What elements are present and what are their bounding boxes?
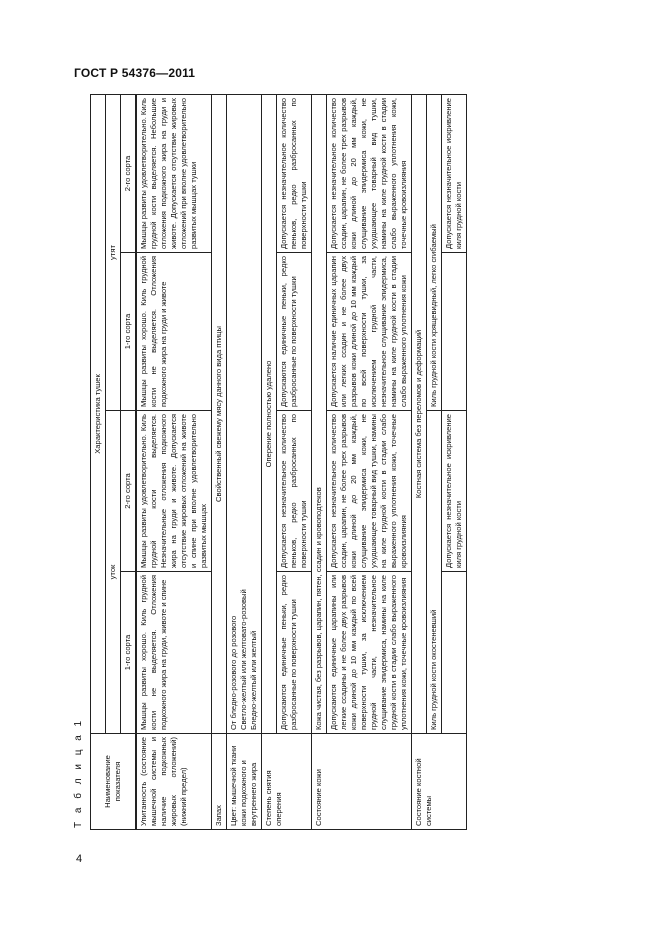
row-feather: [277, 95, 312, 830]
skin-duckling-grade2: Допускается незначительное количество ссадин, царапин, не более трех разрывов кожи длиной до 20 мм каждый, слущивание эпидермиса кожи, не ухудшающее товарный вид тушки, намины на киле грудной кости в стадии слабо выраженного уплотнения кожи, точечные кровоизлияния: [327, 95, 412, 253]
header-indicator: Наименование показателя: [91, 734, 137, 830]
page-number: 4: [76, 853, 83, 865]
label-feather: Степень снятия оперения: [262, 734, 312, 830]
skin-duck-grade2: Допускается незначительное количество ссадин, царапин, не более трех разрывов кожи длиной до 20 мм каждый, слущивание эпидермиса кожи, не ухудшающее товарный вид тушки, намины на киле грудной кости в стадии слабо выраженного уплотнения кожи, точечные кровоизлияния: [327, 411, 412, 572]
color-skin: Светло-желтый или желтовато-розовый: [239, 589, 248, 730]
row-skin-top: [312, 95, 327, 830]
row-feather-top: [262, 95, 277, 830]
header-duckling-grade1: 1-го сорта: [121, 253, 137, 411]
header-ducks: уток: [106, 411, 121, 734]
fatness-duck-grade1: Мышцы развиты хорошо. Киль грудной кости не выделяется. Отложения подкожного жира на груди, животе и спине: [136, 572, 212, 734]
fatness-duckling-grade2: Мышцы развиты удовлетворительно. Киль грудной кости выделяется. Небольшие отложения подкожного жира на груди и животе. Допускается отсутствие жировых отложений при вполне удовлетворительно развитых мышцах тушки: [136, 95, 212, 253]
row-color: [227, 95, 262, 830]
color-fat: Бледно-желтый или желтый: [249, 630, 258, 730]
label-bone: Состояние костной системы: [412, 734, 467, 830]
row-fatness: [136, 95, 212, 830]
fatness-duck-grade2: Мышцы развиты удовлетворительно. Киль грудной кости выделяется. Незначительные отложения подкожного жира на груди и животе. Допускается отсутствие жировых отложений на животе и спине при вполне удовлетворительно развитых мышцах: [136, 411, 212, 572]
row-bone: [442, 95, 467, 830]
color-muscle: От бледно-розового до розового: [229, 615, 238, 730]
table-caption: Т а б л и ц а 1: [73, 717, 84, 828]
skin-duck-grade1: Допускаются единичные царапины или легкие ссадины и не более двух разрывов кожи длиной до 10 мм каждый по всей поверхности тушки, за исключением грудной части, незначительное слущивание эпидермиса, намины на киле грудной кости в стадии слабо выраженного уплотнения кожи, точечные кровоизлияния: [327, 572, 412, 734]
bone-duck-grade2: Допускается незначительное искривление киля грудной кости: [442, 411, 467, 572]
label-fatness: Упитанность (состояние мышечной системы и наличие подкожных жировых отложений) (нижний предел): [136, 734, 212, 830]
header-row-2: [106, 95, 121, 830]
row-skin: [327, 95, 412, 830]
bone-duckling-grade1-empty: [442, 253, 467, 411]
row-bone-keel: [427, 95, 442, 830]
smell-value: Свойственный свежему мясу данного вида птицы: [212, 95, 227, 734]
label-smell: Запах: [212, 734, 227, 830]
header-duck-grade2: 2-го сорта: [121, 411, 137, 572]
row-smell: [212, 95, 227, 830]
bone-duckling-grade2: Допускается незначительное искривление киля грудной кости: [442, 95, 467, 253]
header-duckling-grade2: 2-го сорта: [121, 95, 137, 253]
feather-duck-grade2: Допускается незначительное количество пеньков, редко разбросанных по поверхности тушки: [277, 411, 312, 572]
characteristics-table: [90, 94, 467, 830]
fatness-duckling-grade1: Мышцы развиты хорошо. Киль грудной кости не выделяется. Отложения подкожного жира на груди и животе: [136, 253, 212, 411]
label-skin: Состояние кожи: [312, 734, 412, 830]
header-row-1: [91, 95, 106, 830]
bone-duckling-keel: Киль грудной кости хрящевидный, легко сгибаемый: [427, 95, 442, 411]
bone-duck-grade1-empty: [442, 572, 467, 734]
bone-common: Костная система без переломов и деформаций: [412, 95, 427, 734]
feather-duck-grade1: Допускаются единичные пеньки, редко разбросанные по поверхности тушки: [277, 572, 312, 734]
rotated-table-frame: [73, 95, 544, 830]
skin-duckling-grade1: Допускается наличие единичных царапин или легких ссадин и не более двух разрывов кожи длиной до 10 мм каждый по всей поверхности тушки, за исключением грудной части, незначительное слущивание эпидермиса, намины на киле грудной кости в стадии слабо выраженного уплотнения кожи: [327, 253, 412, 411]
header-duck-grade1: 1-го сорта: [121, 572, 137, 734]
header-characteristics: Характеристика тушек: [91, 95, 106, 734]
feather-common: Оперение полностью удалено: [262, 95, 277, 734]
bone-duck-keel: Киль грудной кости окостеневший: [427, 411, 442, 734]
header-row-3: [121, 95, 137, 830]
document-header: ГОСТ Р 54376—2011: [74, 66, 196, 80]
skin-common: Кожа чистая, без разрывов, царапин, пятен, ссадин и кровоподтеков: [312, 95, 327, 734]
color-values: [227, 95, 262, 734]
feather-duckling-grade1: Допускаются единичные пеньки, редко разбросанные по поверхности тушки: [277, 253, 312, 411]
row-bone-top: [412, 95, 427, 830]
feather-duckling-grade2: Допускается незначительное количество пеньков, редко разбросанных по поверхности тушки: [277, 95, 312, 253]
header-ducklings: утят: [106, 95, 121, 411]
label-color: Цвет: мышечной ткани кожи подкожного и внутреннего жира: [227, 734, 262, 830]
